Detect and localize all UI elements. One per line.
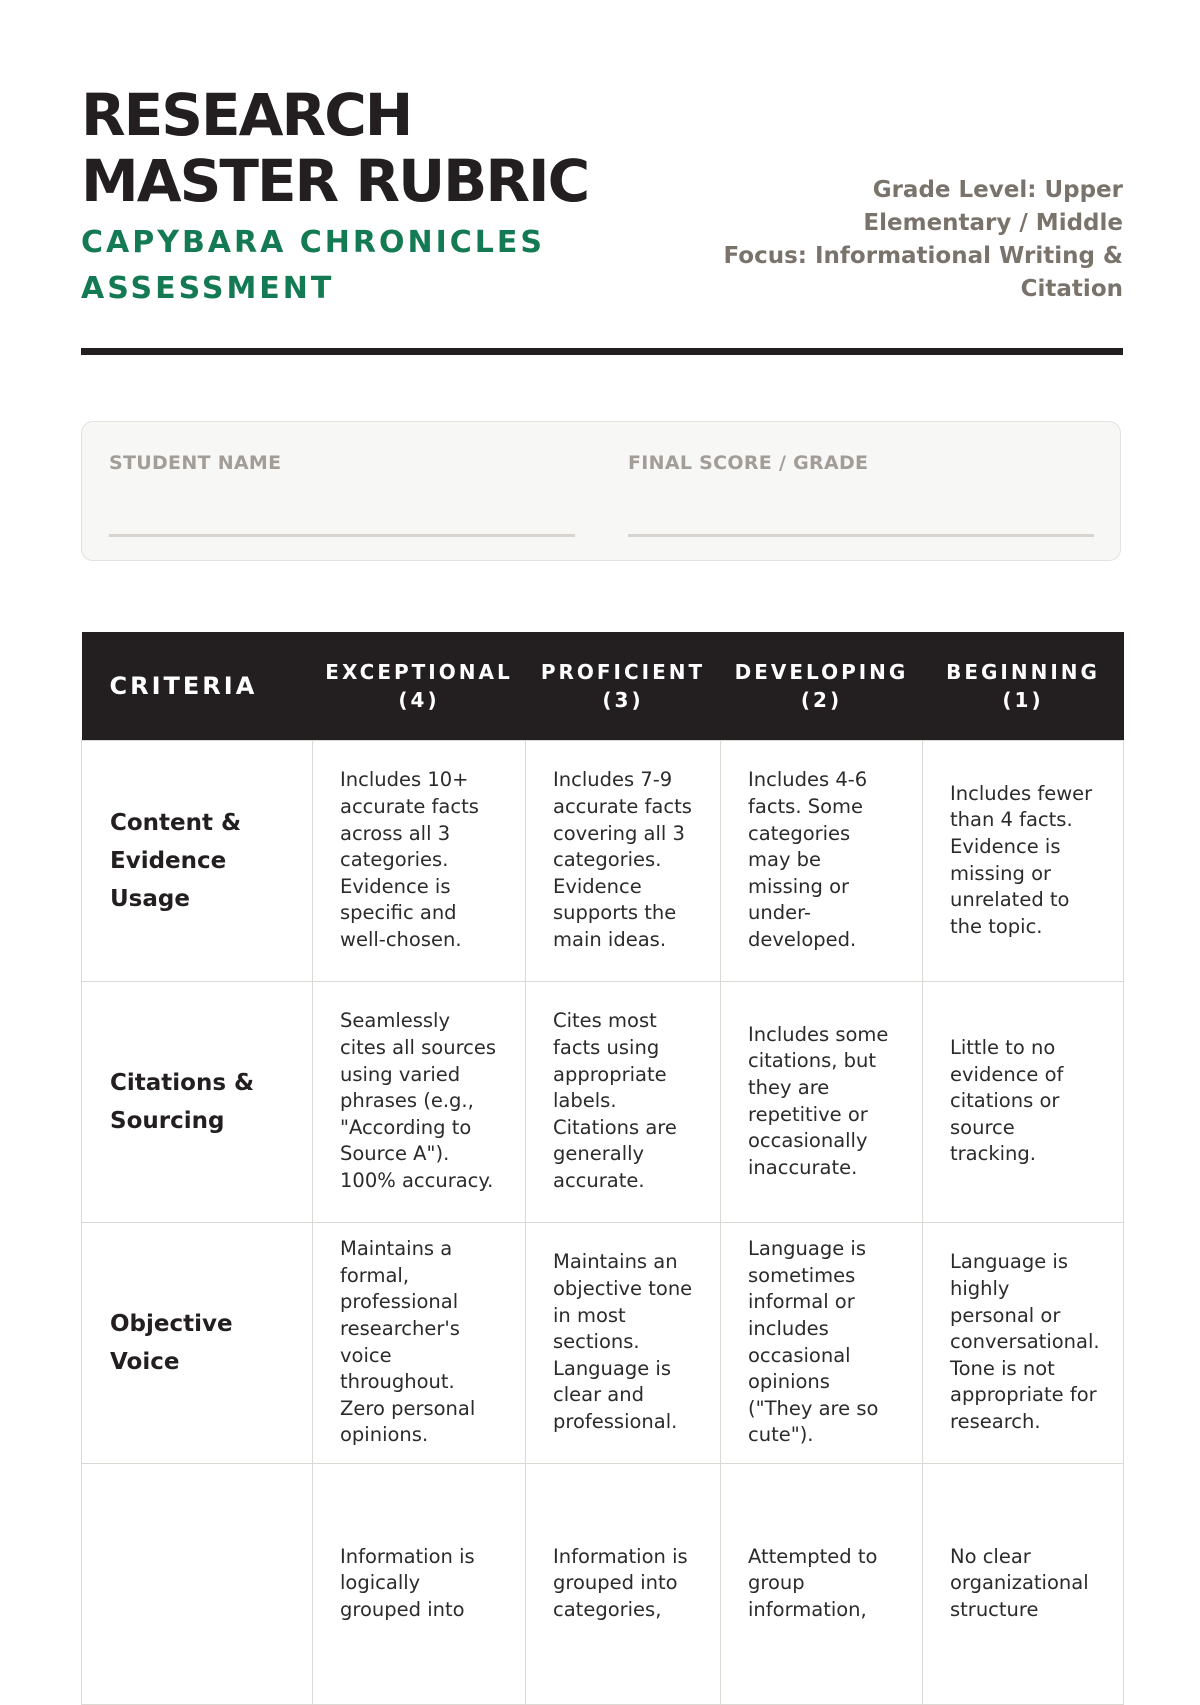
- criteria-cell: Objective Voice: [82, 1222, 313, 1463]
- rubric-cell: Includes some citations, but they are repetitive or occasionally inaccurate.: [721, 981, 923, 1222]
- student-info-card: [81, 421, 1121, 561]
- title-block: [81, 82, 681, 312]
- rubric-cell: Little to no evidence of citations or source tracking.: [923, 981, 1124, 1222]
- header-criteria: CRITERIA: [82, 632, 313, 740]
- student-name-line[interactable]: [109, 534, 575, 537]
- header-exceptional: EXCEPTIONAL (4): [313, 632, 526, 740]
- criteria-cell: [82, 1463, 313, 1704]
- page-header: [81, 82, 1123, 354]
- rubric-cell: Information is grouped into categories,: [526, 1463, 721, 1704]
- final-score-line[interactable]: [628, 534, 1094, 537]
- student-name-field[interactable]: [109, 452, 575, 474]
- rubric-cell: Includes fewer than 4 facts. Evidence is missing or unrelated to the topic.: [923, 740, 1124, 981]
- rubric-cell: Language is highly personal or conversational. Tone is not appropriate for research.: [923, 1222, 1124, 1463]
- header-divider: [81, 348, 1123, 355]
- final-score-label: FINAL SCORE / GRADE: [628, 452, 869, 474]
- table-row: [82, 981, 1124, 1222]
- rubric-header-row: [82, 632, 1124, 740]
- rubric-cell: Maintains a formal, professional researcher's voice throughout. Zero personal opinions.: [313, 1222, 526, 1463]
- page-title: RESEARCH MASTER RUBRIC: [81, 81, 589, 215]
- rubric-cell: Seamlessly cites all sources using varied phrases (e.g., "According to Source A"). 100% accuracy.: [313, 981, 526, 1222]
- grade-level: Grade Level: Upper Elementary / Middle: [863, 177, 1123, 236]
- student-name-label: STUDENT NAME: [109, 452, 282, 474]
- rubric-cell: Includes 10+ accurate facts across all 3 categories. Evidence is specific and well-chosen.: [313, 740, 526, 981]
- rubric-cell: No clear organizational structure: [923, 1463, 1124, 1704]
- rubric-table: [81, 632, 1124, 1705]
- rubric-cell: Maintains an objective tone in most sections. Language is clear and professional.: [526, 1222, 721, 1463]
- criteria-cell: Citations & Sourcing: [82, 981, 313, 1222]
- focus-line: Focus: Informational Writing & Citation: [723, 243, 1123, 302]
- rubric-cell: Attempted to group information,: [721, 1463, 923, 1704]
- rubric-cell: Includes 4-6 facts. Some categories may be missing or under-developed.: [721, 740, 923, 981]
- rubric-cell: Language is sometimes informal or includes occasional opinions ("They are so cute").: [721, 1222, 923, 1463]
- page-subtitle: CAPYBARA CHRONICLES ASSESSMENT: [81, 225, 546, 306]
- rubric-cell: Information is logically grouped into: [313, 1463, 526, 1704]
- rubric-cell: Includes 7-9 accurate facts covering all 3 categories. Evidence supports the main ideas.: [526, 740, 721, 981]
- header-beginning: BEGINNING (1): [923, 632, 1124, 740]
- table-row: [82, 1222, 1124, 1463]
- rubric-cell: Cites most facts using appropriate labels. Citations are generally accurate.: [526, 981, 721, 1222]
- header-developing: DEVELOPING (2): [721, 632, 923, 740]
- meta-block: [723, 174, 1123, 306]
- header-proficient: PROFICIENT (3): [526, 632, 721, 740]
- table-row: [82, 740, 1124, 981]
- table-row: [82, 1463, 1124, 1704]
- final-score-field[interactable]: [628, 452, 1094, 474]
- criteria-cell: Content & Evidence Usage: [82, 740, 313, 981]
